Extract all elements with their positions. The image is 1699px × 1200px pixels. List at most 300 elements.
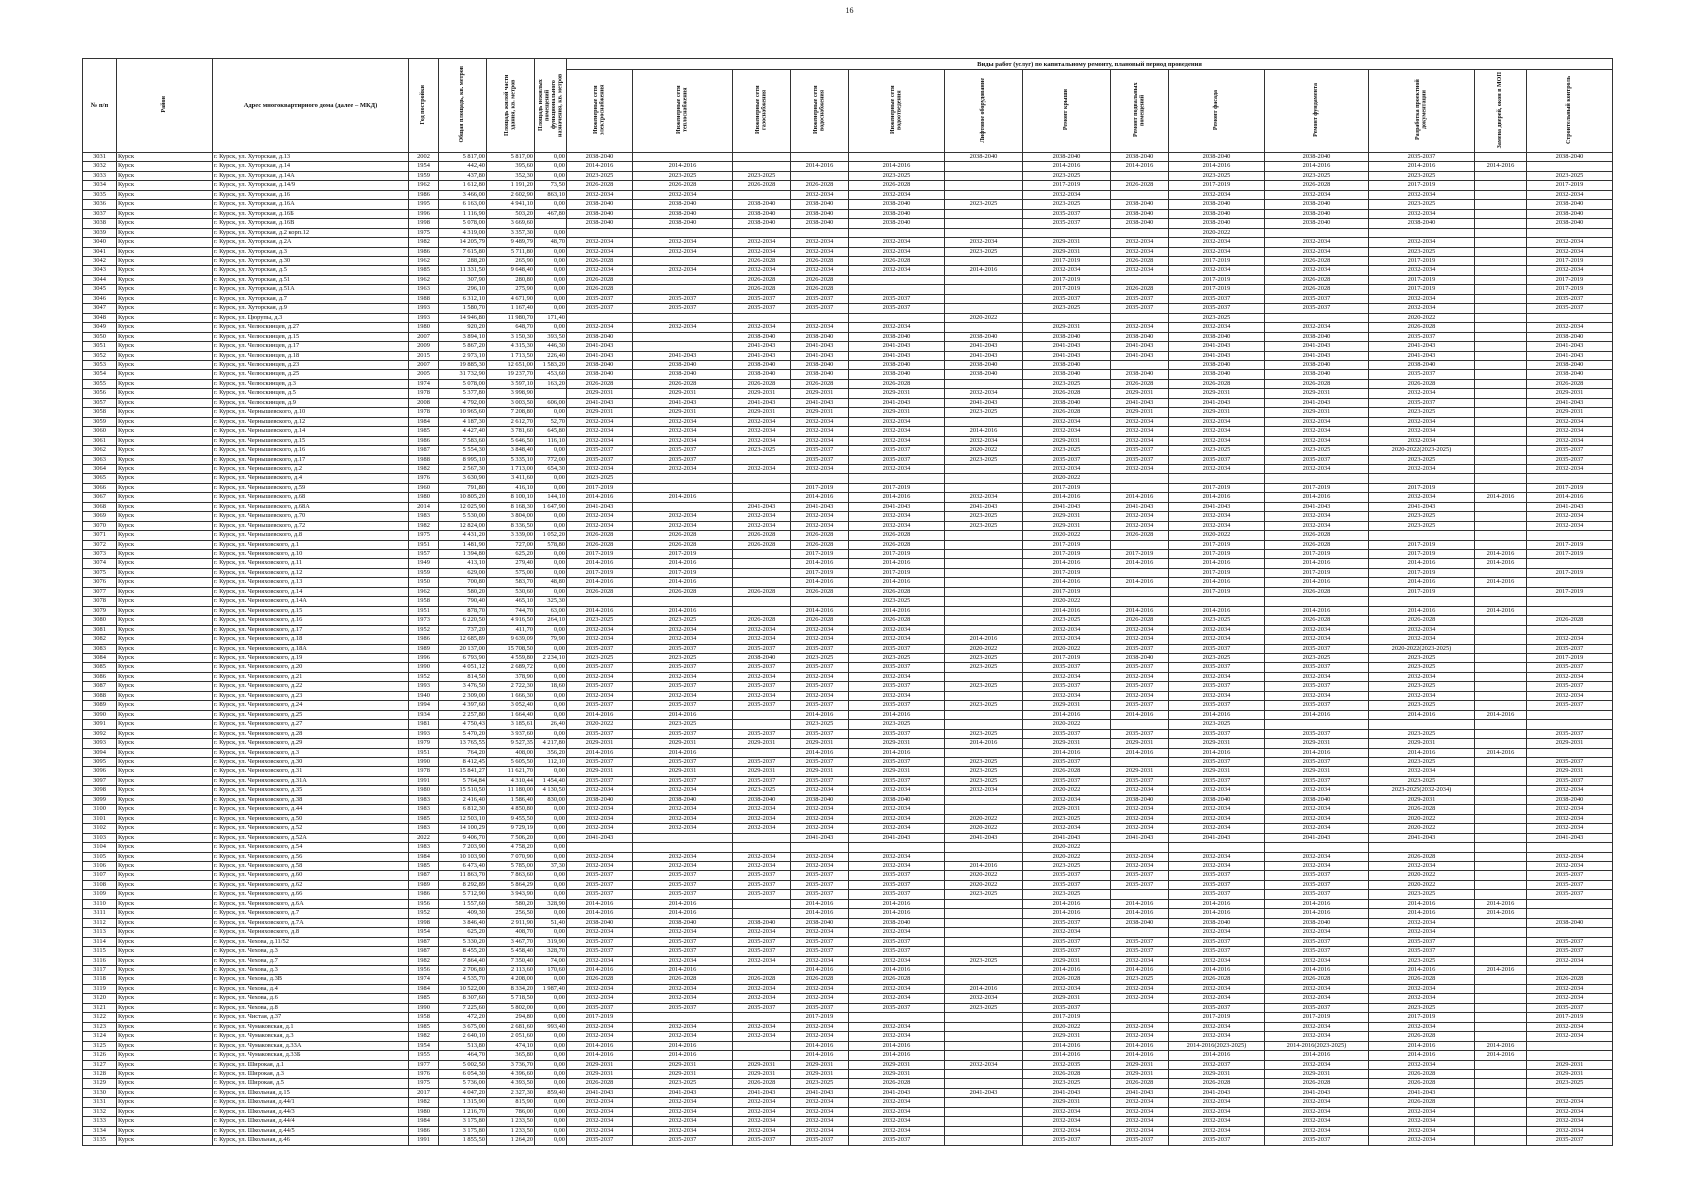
cell-design: 2026-2028 xyxy=(1369,1079,1475,1088)
cell-num: 3055 xyxy=(83,379,117,388)
cell-doors-windows xyxy=(1475,1088,1527,1097)
cell-gas xyxy=(733,190,791,199)
cell-area-living: 280,80 xyxy=(487,275,535,284)
cell-sewerage: 2026-2028 xyxy=(849,616,945,625)
cell-water: 2026-2028 xyxy=(791,181,849,190)
cell-design: 2023-2025 xyxy=(1369,247,1475,256)
cell-area-total: 5 330,20 xyxy=(439,937,487,946)
cell-roof: 2035-2037 xyxy=(1023,937,1111,946)
cell-roof: 2029-2031 xyxy=(1023,956,1111,965)
table-row xyxy=(83,861,1613,870)
cell-area-living: 408,70 xyxy=(487,928,535,937)
cell-sewerage: 2032-2034 xyxy=(849,672,945,681)
cell-num: 3045 xyxy=(83,285,117,294)
cell-facade: 2026-2028 xyxy=(1169,975,1265,984)
cell-sewerage: 2032-2034 xyxy=(849,436,945,445)
cell-design: 2041-2043 xyxy=(1369,833,1475,842)
cell-gas: 2026-2028 xyxy=(733,587,791,596)
cell-supervision: 2041-2043 xyxy=(1527,342,1613,351)
cell-heating: 2017-2019 xyxy=(633,550,733,559)
cell-elevator xyxy=(945,852,1023,861)
cell-facade: 2032-2034 xyxy=(1169,994,1265,1003)
cell-sewerage xyxy=(849,153,945,162)
cell-district: Курск xyxy=(117,918,213,927)
cell-address: г. Курск, ул. Челюскинцев, д.18 xyxy=(213,351,409,360)
cell-water: 2035-2037 xyxy=(791,304,849,313)
cell-area-living: 9 527,35 xyxy=(487,739,535,748)
cell-supervision: 2035-2037 xyxy=(1527,1136,1613,1145)
cell-elevator: 2020-2022 xyxy=(945,644,1023,653)
cell-facade: 2035-2037 xyxy=(1169,1003,1265,1012)
cell-year: 1960 xyxy=(409,483,439,492)
cell-basement: 2032-2034 xyxy=(1111,238,1169,247)
cell-electric: 2032-2034 xyxy=(567,956,633,965)
cell-heating xyxy=(633,153,733,162)
cell-supervision: 2029-2031 xyxy=(1527,408,1613,417)
cell-water: 2029-2031 xyxy=(791,389,849,398)
cell-roof: 2035-2037 xyxy=(1023,776,1111,785)
cell-doors-windows: 2014-2016 xyxy=(1475,909,1527,918)
cell-foundation: 2035-2037 xyxy=(1265,758,1369,767)
cell-gas: 2026-2028 xyxy=(733,1079,791,1088)
cell-address: г. Курск, ул. Хуторская, д.16Б xyxy=(213,209,409,218)
cell-area-living: 4 396,60 xyxy=(487,1069,535,1078)
cell-area-living: 575,00 xyxy=(487,568,535,577)
cell-water: 2038-2040 xyxy=(791,360,849,369)
cell-basement: 2035-2037 xyxy=(1111,294,1169,303)
cell-foundation: 2032-2034 xyxy=(1265,1098,1369,1107)
cell-area-nonresidential: 325,30 xyxy=(535,597,567,606)
cell-area-total: 878,70 xyxy=(439,606,487,615)
cell-area-total: 10 805,20 xyxy=(439,493,487,502)
cell-elevator xyxy=(945,1032,1023,1041)
cell-address: г. Курск, ул. Черняховского, д.62 xyxy=(213,880,409,889)
cell-year: 1956 xyxy=(409,899,439,908)
cell-gas: 2035-2037 xyxy=(733,890,791,899)
cell-gas: 2032-2034 xyxy=(733,635,791,644)
cell-supervision: 2035-2037 xyxy=(1527,947,1613,956)
cell-heating: 2014-2016 xyxy=(633,559,733,568)
cell-facade: 2023-2025 xyxy=(1169,446,1265,455)
cell-elevator xyxy=(945,909,1023,918)
cell-water: 2035-2037 xyxy=(791,682,849,691)
cell-year: 1982 xyxy=(409,238,439,247)
cell-gas: 2032-2034 xyxy=(733,427,791,436)
cell-sewerage: 2014-2016 xyxy=(849,748,945,757)
cell-basement: 2035-2037 xyxy=(1111,871,1169,880)
cell-roof: 2035-2037 xyxy=(1023,729,1111,738)
cell-foundation: 2026-2028 xyxy=(1265,587,1369,596)
cell-gas: 2032-2034 xyxy=(733,805,791,814)
cell-elevator: 2020-2022 xyxy=(945,880,1023,889)
cell-foundation: 2038-2040 xyxy=(1265,370,1369,379)
cell-gas: 2032-2034 xyxy=(733,861,791,870)
cell-supervision: 2035-2037 xyxy=(1527,644,1613,653)
table-row xyxy=(83,635,1613,644)
cell-district: Курск xyxy=(117,417,213,426)
cell-electric: 2035-2037 xyxy=(567,890,633,899)
cell-electric: 2032-2034 xyxy=(567,1126,633,1135)
cell-area-nonresidential: 578,80 xyxy=(535,540,567,549)
cell-area-nonresidential: 0,00 xyxy=(535,1013,567,1022)
cell-foundation: 2014-2016 xyxy=(1265,606,1369,615)
cell-year: 1983 xyxy=(409,824,439,833)
cell-num: 3060 xyxy=(83,427,117,436)
cell-address: г. Курск, ул. Школьная, д.44/1 xyxy=(213,1098,409,1107)
cell-area-living: 530,60 xyxy=(487,587,535,596)
cell-water: 2026-2028 xyxy=(791,531,849,540)
cell-num: 3034 xyxy=(83,181,117,190)
cell-district: Курск xyxy=(117,1013,213,1022)
cell-electric: 2026-2028 xyxy=(567,531,633,540)
capital-repair-table-sheet xyxy=(82,58,1612,1146)
cell-design: 2032-2034 xyxy=(1369,767,1475,776)
cell-address: г. Курск, ул. Чернышевского, д.17 xyxy=(213,455,409,464)
table-row xyxy=(83,1136,1613,1145)
cell-district: Курск xyxy=(117,861,213,870)
cell-design: 2032-2034 xyxy=(1369,238,1475,247)
cell-water: 2014-2016 xyxy=(791,1051,849,1060)
cell-elevator: 2023-2025 xyxy=(945,729,1023,738)
cell-num: 3059 xyxy=(83,417,117,426)
cell-design: 2026-2028 xyxy=(1369,1098,1475,1107)
cell-foundation: 2032-2034 xyxy=(1265,323,1369,332)
cell-num: 3038 xyxy=(83,219,117,228)
cell-supervision: 2038-2040 xyxy=(1527,795,1613,804)
cell-foundation: 2041-2043 xyxy=(1265,342,1369,351)
table-row xyxy=(83,691,1613,700)
cell-foundation: 2032-2034 xyxy=(1265,625,1369,634)
cell-basement: 2032-2034 xyxy=(1111,1022,1169,1031)
cell-roof: 2020-2022 xyxy=(1023,852,1111,861)
header-work-water: Инженерные сети водоснабжения xyxy=(791,70,849,153)
cell-basement: 2032-2034 xyxy=(1111,1107,1169,1116)
cell-num: 3061 xyxy=(83,436,117,445)
cell-num: 3043 xyxy=(83,266,117,275)
cell-gas: 2026-2028 xyxy=(733,285,791,294)
cell-district: Курск xyxy=(117,153,213,162)
cell-elevator: 2014-2016 xyxy=(945,635,1023,644)
cell-sewerage: 2041-2043 xyxy=(849,398,945,407)
cell-design: 2026-2028 xyxy=(1369,852,1475,861)
cell-gas xyxy=(733,720,791,729)
cell-water: 2029-2031 xyxy=(791,767,849,776)
cell-basement xyxy=(1111,313,1169,322)
table-row xyxy=(83,332,1613,341)
cell-foundation: 2032-2034 xyxy=(1265,512,1369,521)
cell-year: 1989 xyxy=(409,644,439,653)
cell-num: 3056 xyxy=(83,389,117,398)
cell-roof: 2032-2035 xyxy=(1023,1060,1111,1069)
cell-area-nonresidential: 1 987,40 xyxy=(535,984,567,993)
cell-year: 1982 xyxy=(409,1098,439,1107)
cell-sewerage: 2032-2034 xyxy=(849,266,945,275)
cell-roof: 2017-2019 xyxy=(1023,568,1111,577)
page-number: 16 xyxy=(845,6,854,15)
cell-district: Курск xyxy=(117,502,213,511)
cell-basement: 2038-2040 xyxy=(1111,209,1169,218)
cell-basement: 2032-2034 xyxy=(1111,814,1169,823)
cell-area-nonresidential: 319,90 xyxy=(535,937,567,946)
cell-supervision xyxy=(1527,928,1613,937)
cell-area-total: 7 203,90 xyxy=(439,843,487,852)
cell-sewerage: 2038-2040 xyxy=(849,200,945,209)
cell-address: г. Курск, ул. Хуторская, д.14 xyxy=(213,162,409,171)
cell-basement: 2041-2043 xyxy=(1111,502,1169,511)
cell-district: Курск xyxy=(117,1098,213,1107)
cell-num: 3042 xyxy=(83,256,117,265)
cell-water: 2023-2025 xyxy=(791,720,849,729)
cell-num: 3117 xyxy=(83,965,117,974)
cell-area-living: 1 664,40 xyxy=(487,710,535,719)
cell-roof: 2014-2016 xyxy=(1023,493,1111,502)
cell-area-nonresidential: 63,00 xyxy=(535,606,567,615)
table-row xyxy=(83,1013,1613,1022)
table-row xyxy=(83,190,1613,199)
cell-doors-windows xyxy=(1475,805,1527,814)
cell-num: 3054 xyxy=(83,370,117,379)
cell-electric: 2032-2034 xyxy=(567,521,633,530)
cell-electric: 2026-2028 xyxy=(567,285,633,294)
table-row xyxy=(83,701,1613,710)
cell-gas: 2026-2028 xyxy=(733,256,791,265)
cell-electric: 2032-2034 xyxy=(567,672,633,681)
cell-address: г. Курск, ул. Черняховского, д.6А xyxy=(213,899,409,908)
cell-facade: 2032-2034 xyxy=(1169,1098,1265,1107)
cell-elevator: 2014-2016 xyxy=(945,266,1023,275)
cell-area-total: 12 025,90 xyxy=(439,502,487,511)
cell-basement: 2029-2031 xyxy=(1111,767,1169,776)
cell-foundation: 2041-2043 xyxy=(1265,351,1369,360)
cell-elevator xyxy=(945,540,1023,549)
cell-elevator xyxy=(945,965,1023,974)
cell-area-living: 7 070,90 xyxy=(487,852,535,861)
cell-water: 2032-2034 xyxy=(791,1098,849,1107)
cell-basement: 2014-2016 xyxy=(1111,1041,1169,1050)
cell-roof: 2014-2016 xyxy=(1023,965,1111,974)
cell-supervision xyxy=(1527,909,1613,918)
cell-area-living: 3 669,60 xyxy=(487,219,535,228)
cell-water: 2032-2034 xyxy=(791,521,849,530)
cell-electric: 2041-2043 xyxy=(567,351,633,360)
cell-heating: 2032-2034 xyxy=(633,1032,733,1041)
cell-electric: 2023-2025 xyxy=(567,171,633,180)
cell-district: Курск xyxy=(117,852,213,861)
cell-supervision: 2026-2028 xyxy=(1527,616,1613,625)
cell-sewerage: 2014-2016 xyxy=(849,493,945,502)
cell-area-nonresidential: 0,00 xyxy=(535,559,567,568)
cell-foundation: 2035-2037 xyxy=(1265,663,1369,672)
cell-area-living: 15 708,50 xyxy=(487,644,535,653)
cell-supervision: 2032-2034 xyxy=(1527,861,1613,870)
cell-area-living: 7 350,40 xyxy=(487,956,535,965)
cell-address: г. Курск, ул. Хуторская, д.5 xyxy=(213,266,409,275)
cell-num: 3106 xyxy=(83,861,117,870)
cell-district: Курск xyxy=(117,464,213,473)
cell-area-living: 744,70 xyxy=(487,606,535,615)
cell-foundation: 2035-2037 xyxy=(1265,294,1369,303)
cell-year: 1954 xyxy=(409,928,439,937)
cell-gas: 2032-2034 xyxy=(733,247,791,256)
cell-doors-windows xyxy=(1475,521,1527,530)
cell-facade: 2038-2040 xyxy=(1169,332,1265,341)
cell-address: г. Курск, ул. Чернышевского, д.8 xyxy=(213,531,409,540)
cell-facade: 2032-2034 xyxy=(1169,427,1265,436)
cell-doors-windows xyxy=(1475,379,1527,388)
cell-water: 2026-2028 xyxy=(791,379,849,388)
cell-electric: 2038-2040 xyxy=(567,360,633,369)
cell-area-living: 583,70 xyxy=(487,578,535,587)
cell-district: Курск xyxy=(117,474,213,483)
cell-sewerage: 2023-2025 xyxy=(849,654,945,663)
cell-area-total: 6 312,10 xyxy=(439,294,487,303)
cell-district: Курск xyxy=(117,171,213,180)
cell-gas: 2029-2031 xyxy=(733,767,791,776)
cell-water: 2041-2043 xyxy=(791,502,849,511)
cell-doors-windows xyxy=(1475,209,1527,218)
cell-foundation: 2038-2040 xyxy=(1265,200,1369,209)
cell-address: г. Курск, ул. Хуторская, д.51 xyxy=(213,275,409,284)
table-row xyxy=(83,275,1613,284)
cell-supervision: 2017-2019 xyxy=(1527,550,1613,559)
cell-elevator xyxy=(945,1098,1023,1107)
cell-design: 2032-2034 xyxy=(1369,984,1475,993)
cell-address: г. Курск, ул. Хуторская, д.16 xyxy=(213,190,409,199)
cell-design: 2023-2025(2032-2034) xyxy=(1369,786,1475,795)
cell-elevator: 2023-2025 xyxy=(945,956,1023,965)
cell-roof: 2029-2031 xyxy=(1023,701,1111,710)
cell-district: Курск xyxy=(117,824,213,833)
cell-facade: 2020-2022 xyxy=(1169,228,1265,237)
cell-sewerage: 2026-2028 xyxy=(849,181,945,190)
cell-facade: 2032-2034 xyxy=(1169,417,1265,426)
cell-elevator xyxy=(945,672,1023,681)
cell-roof: 2017-2019 xyxy=(1023,483,1111,492)
cell-year: 1976 xyxy=(409,474,439,483)
cell-area-total: 8 995,10 xyxy=(439,455,487,464)
cell-area-living: 3 804,00 xyxy=(487,512,535,521)
cell-electric: 2032-2034 xyxy=(567,512,633,521)
cell-facade: 2029-2031 xyxy=(1169,408,1265,417)
cell-foundation: 2026-2028 xyxy=(1265,285,1369,294)
cell-electric: 2035-2037 xyxy=(567,776,633,785)
cell-gas xyxy=(733,493,791,502)
cell-elevator xyxy=(945,947,1023,956)
cell-elevator xyxy=(945,1136,1023,1145)
cell-area-nonresidential: 0,00 xyxy=(535,1060,567,1069)
cell-gas: 2026-2028 xyxy=(733,975,791,984)
cell-design: 2017-2019 xyxy=(1369,540,1475,549)
cell-address: г. Курск, ул. Черняховского, д.31А xyxy=(213,776,409,785)
cell-elevator xyxy=(945,464,1023,473)
cell-heating: 2032-2034 xyxy=(633,464,733,473)
cell-heating: 2038-2040 xyxy=(633,370,733,379)
cell-supervision: 2017-2019 xyxy=(1527,181,1613,190)
cell-num: 3071 xyxy=(83,531,117,540)
cell-heating: 2035-2037 xyxy=(633,701,733,710)
cell-facade: 2014-2016(2023-2025) xyxy=(1169,1041,1265,1050)
cell-area-total: 6 812,30 xyxy=(439,805,487,814)
cell-address: г. Курск, ул. Челюскинцев, д.9 xyxy=(213,398,409,407)
cell-water: 2026-2028 xyxy=(791,975,849,984)
cell-heating: 2035-2037 xyxy=(633,776,733,785)
cell-area-total: 14 205,79 xyxy=(439,238,487,247)
cell-address: г. Курск, ул. Чернышевского, д.59 xyxy=(213,483,409,492)
cell-area-total: 3 630,90 xyxy=(439,474,487,483)
cell-basement: 2026-2028 xyxy=(1111,531,1169,540)
cell-year: 1991 xyxy=(409,1136,439,1145)
cell-basement: 2038-2040 xyxy=(1111,219,1169,228)
cell-doors-windows xyxy=(1475,1003,1527,1012)
cell-area-total: 3 175,80 xyxy=(439,1126,487,1135)
table-row xyxy=(83,493,1613,502)
cell-sewerage: 2026-2028 xyxy=(849,587,945,596)
cell-year: 1980 xyxy=(409,323,439,332)
cell-basement: 2032-2034 xyxy=(1111,1098,1169,1107)
cell-doors-windows xyxy=(1475,360,1527,369)
cell-roof: 2014-2016 xyxy=(1023,578,1111,587)
cell-design: 2017-2019 xyxy=(1369,285,1475,294)
table-row xyxy=(83,994,1613,1003)
cell-elevator xyxy=(945,928,1023,937)
cell-roof: 2029-2031 xyxy=(1023,512,1111,521)
cell-sewerage: 2035-2037 xyxy=(849,937,945,946)
cell-num: 3087 xyxy=(83,682,117,691)
cell-facade: 2032-2034 xyxy=(1169,861,1265,870)
cell-heating: 2023-2025 xyxy=(633,720,733,729)
cell-num: 3035 xyxy=(83,190,117,199)
cell-heating: 2035-2037 xyxy=(633,729,733,738)
cell-elevator: 2023-2025 xyxy=(945,654,1023,663)
cell-water: 2032-2034 xyxy=(791,852,849,861)
cell-water: 2032-2034 xyxy=(791,512,849,521)
cell-water: 2032-2034 xyxy=(791,805,849,814)
table-row xyxy=(83,720,1613,729)
cell-gas: 2041-2043 xyxy=(733,502,791,511)
cell-year: 1985 xyxy=(409,1022,439,1031)
cell-area-living: 5 605,50 xyxy=(487,758,535,767)
cell-year: 1986 xyxy=(409,190,439,199)
cell-year: 1975 xyxy=(409,228,439,237)
cell-area-nonresidential: 37,30 xyxy=(535,861,567,870)
cell-district: Курск xyxy=(117,531,213,540)
table-row xyxy=(83,975,1613,984)
cell-foundation: 2029-2031 xyxy=(1265,767,1369,776)
cell-address: г. Курск, ул. Чехова, д.8 xyxy=(213,1003,409,1012)
cell-area-total: 12 503,10 xyxy=(439,814,487,823)
cell-year: 1954 xyxy=(409,162,439,171)
cell-gas: 2038-2040 xyxy=(733,795,791,804)
cell-address: г. Курск, ул. Черняховского, д.30 xyxy=(213,758,409,767)
cell-doors-windows: 2014-2016 xyxy=(1475,559,1527,568)
cell-gas xyxy=(733,1051,791,1060)
cell-year: 1993 xyxy=(409,729,439,738)
cell-district: Курск xyxy=(117,521,213,530)
cell-area-nonresidential: 0,00 xyxy=(535,672,567,681)
cell-elevator: 2014-2016 xyxy=(945,984,1023,993)
cell-year: 1998 xyxy=(409,918,439,927)
cell-area-total: 6 473,40 xyxy=(439,861,487,870)
cell-supervision: 2029-2031 xyxy=(1527,739,1613,748)
cell-facade: 2017-2019 xyxy=(1169,181,1265,190)
cell-sewerage: 2038-2040 xyxy=(849,918,945,927)
cell-doors-windows xyxy=(1475,275,1527,284)
cell-area-nonresidential: 328,70 xyxy=(535,947,567,956)
cell-elevator: 2041-2043 xyxy=(945,351,1023,360)
cell-gas: 2035-2037 xyxy=(733,871,791,880)
cell-foundation: 2032-2034 xyxy=(1265,635,1369,644)
cell-roof: 2020-2022 xyxy=(1023,786,1111,795)
